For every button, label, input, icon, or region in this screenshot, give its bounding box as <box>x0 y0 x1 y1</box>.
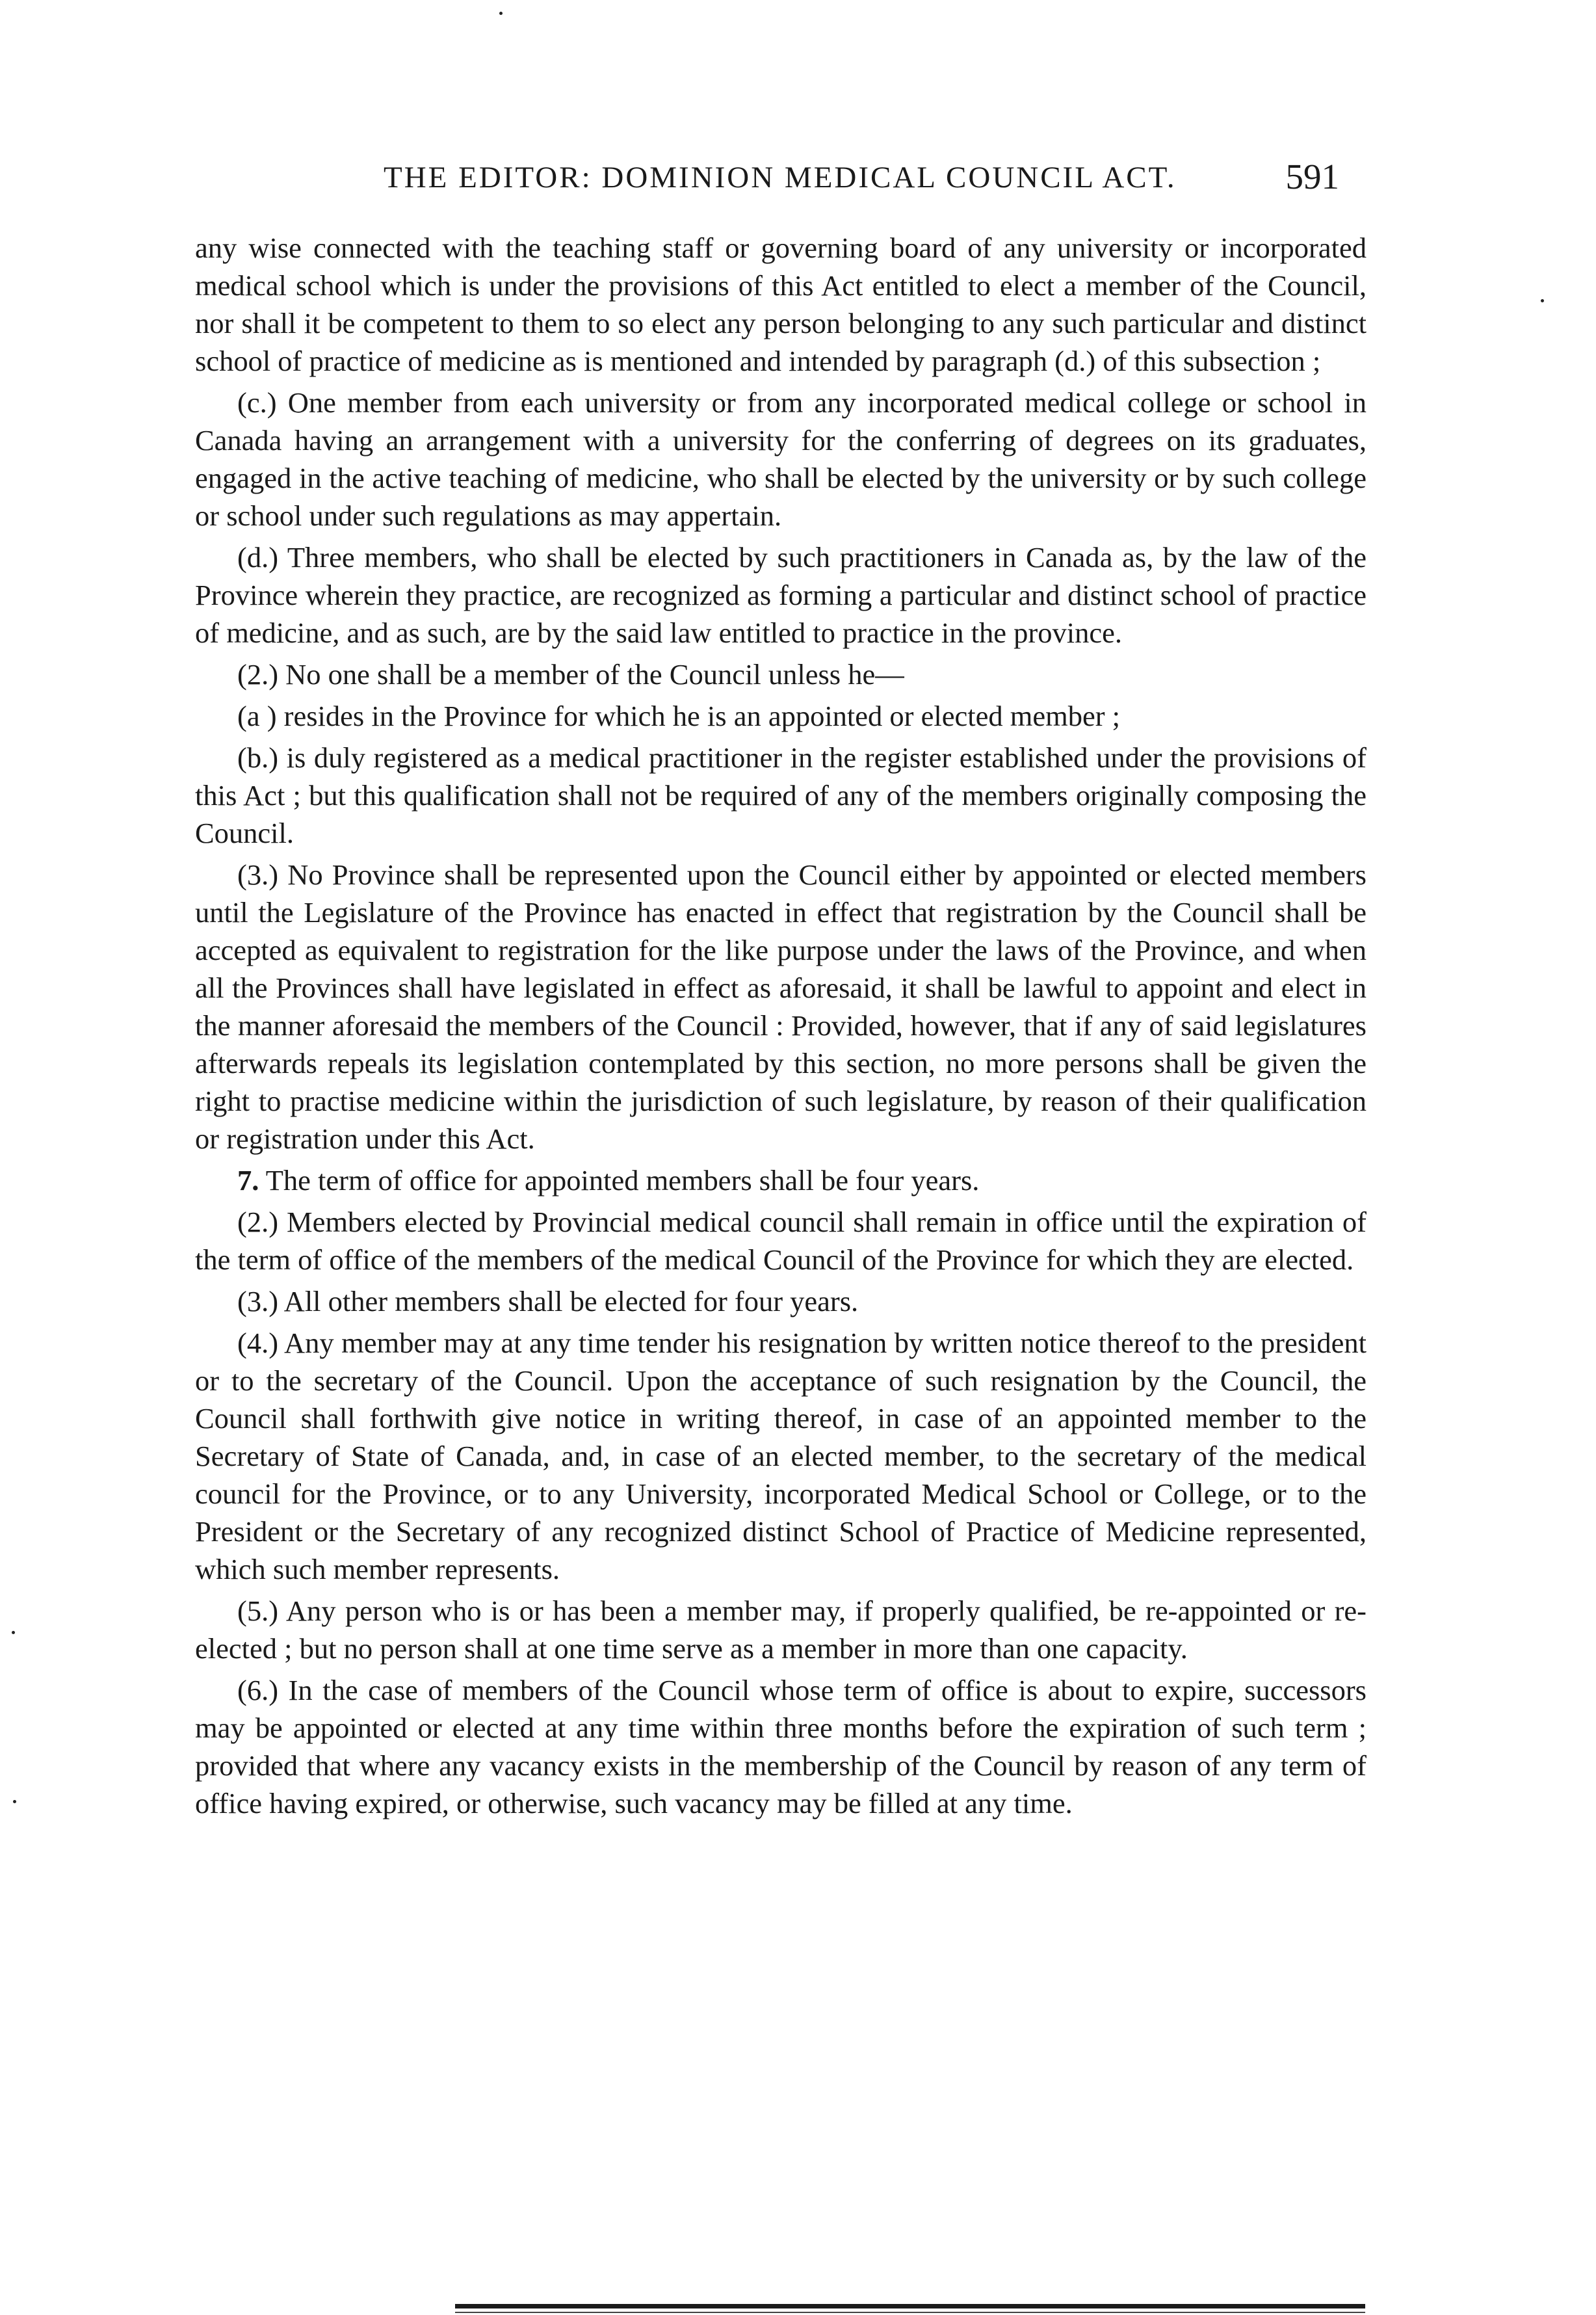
body-text <box>195 229 1367 1822</box>
paragraph-d: (d.) Three members, who shall be elected by such practitioners in Canada as, by the law of the Province wherein they practice, are recognized as forming a particular and distinct school of practice of medicine, and as such, are by the said law entitled to practice in the province. <box>195 541 1367 649</box>
subsection-3: (3.) No Province shall be represented upon the Council either by appointed or elected members until the Legislature of the Province has enacted in effect that registration by the Council shall be accepted as equivalent to registration for the like purpose under the laws of the Province, and when all the Provinces shall have legislated in effect as aforesaid, it shall be lawful to appoint and elect in the manner aforesaid the members of the Council : Provided, however, that if any of said legislatures afterwards repeals its legislation contemplated by this section, no more persons shall be given the right to practise medicine within the jurisdiction of such legislature, by reason of their qualification or registration under this Act. <box>195 858 1367 1155</box>
paragraph-a: (a ) resides in the Province for which he is an appointed or elected member ; <box>237 700 1121 732</box>
section-7 <box>195 1161 1367 1199</box>
section-7-subsection-3: (3.) All other members shall be elected for four years. <box>237 1285 859 1317</box>
section-7-subsection-6: (6.) In the case of members of the Council whose term of office is about to expire, successors may be appointed or elected at any time within three months before the expiration of such term ; provided that where any vacancy exists in the membership of the Council by reason of any term of office having expired, or otherwise, such vacancy may be filled at any time. <box>195 1674 1367 1819</box>
section-7-number: 7. <box>237 1164 259 1197</box>
paragraph-continuation: any wise connected with the teaching staff or governing board of any university or incorporated medical school which is under the provisions of this Act entitled to elect a member of the Council, nor shall it be competent to them to so elect any person belonging to any such particular and distinct school of practice of medicine as is mentioned and intended by paragraph (d.) of this subsection ; <box>195 232 1367 377</box>
subsection-2: (2.) No one shall be a member of the Council unless he— <box>237 658 904 691</box>
page-header <box>195 156 1339 202</box>
scan-speck <box>1541 299 1544 302</box>
page-number: 591 <box>1285 157 1339 196</box>
section-7-subsection-2: (2.) Members elected by Provincial medical council shall remain in office until the expiration of the term of office of the members of the medical Council of the Province for which they are elected. <box>195 1206 1367 1276</box>
scan-speck <box>499 12 503 15</box>
scan-speck <box>12 1631 15 1634</box>
section-7-subsection-5: (5.) Any person who is or has been a member may, if properly qualified, be re-appointed or re-elected ; but no person shall at one time serve as a member in more than one capacity. <box>195 1594 1367 1665</box>
scan-speck <box>13 1800 16 1803</box>
paragraph-c: (c.) One member from each university or from any incorporated medical college or school in Canada having an arrangement with a university for the conferring of degrees on its graduates, engaged in the active teaching of medicine, who shall be elected by the university or by such college or school under such regulations as may appertain. <box>195 386 1367 532</box>
section-7-text: The term of office for appointed members shall be four years. <box>265 1164 980 1197</box>
footer-rule <box>455 2304 1365 2308</box>
section-7-subsection-4: (4.) Any member may at any time tender his resignation by written notice thereof to the president or to the secretary of the Council. Upon the acceptance of such resignation by the Council, the Council shall forthwith give notice in writing thereof, in case of an appointed member to the Secretary of State of Canada, and, in case of an elected member, to the secretary of the medical council for the Province, or to any University, incorporated Medical School or College, or to the President or the Secretary of any recognized distinct School of Practice of Medicine represented, which such member represents. <box>195 1327 1367 1585</box>
running-head: THE EDITOR: DOMINION MEDICAL COUNCIL ACT. <box>384 161 1177 194</box>
paragraph-b: (b.) is duly registered as a medical practitioner in the register established under the provisions of this Act ; but this qualification shall not be required of any of the members originally composing the Council. <box>195 741 1367 849</box>
footer-rule-thin <box>455 2312 1365 2313</box>
